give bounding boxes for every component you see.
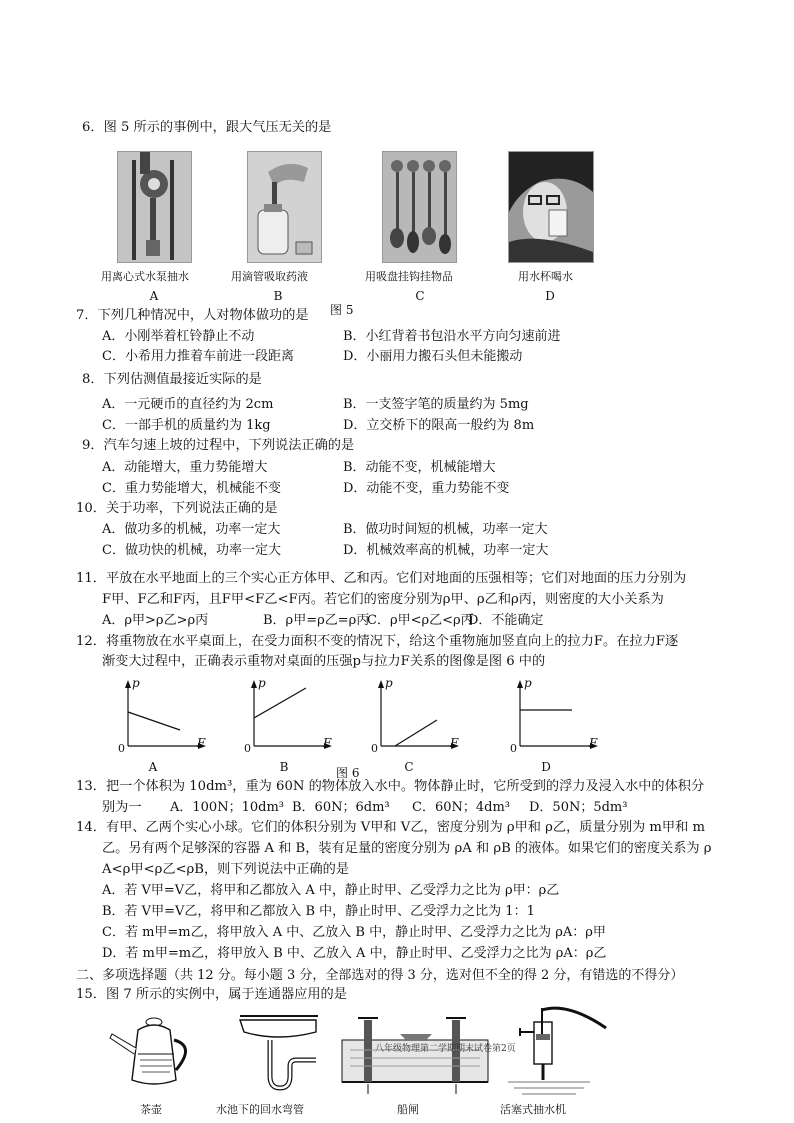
figure5-label: 图 5 <box>330 303 354 317</box>
q15-caption-drain: 水池下的回水弯管 <box>216 1103 304 1116</box>
q6-stem: 6．图 5 所示的事例中，跟大气压无关的是 <box>82 120 332 135</box>
q15-caption-pump: 活塞式抽水机 <box>500 1103 566 1116</box>
q6-letter-d: D <box>545 289 555 303</box>
q15-stem: 15．图 7 所示的实例中，属于连通器应用的是 <box>76 987 347 1002</box>
q13-option-c: C．60N；4dm³ <box>412 800 510 815</box>
q6-letter-b: B <box>273 289 283 303</box>
figure6-label: 图 6 <box>336 766 360 780</box>
q12-line2: 渐变大过程中，正确表示重物对桌面的压强p与拉力F关系的图像是图 6 中的 <box>102 654 546 669</box>
graph-b-letter: B <box>279 760 289 774</box>
graph-b-x-label: F <box>323 736 332 750</box>
q6-caption-c: 用吸盘挂钩挂物品 <box>365 270 453 283</box>
q6-caption-b: 用滴管吸取药液 <box>231 270 308 283</box>
dropper-photo <box>247 151 322 263</box>
graph-d-origin: 0 <box>510 742 517 755</box>
q7-option-d: D．小丽用力搬石头但未能搬动 <box>343 349 523 364</box>
q10-stem: 10．关于功率，下列说法正确的是 <box>76 501 278 516</box>
q7-stem: 7．下列几种情况中，人对物体做功的是 <box>76 308 309 323</box>
q6-letter-a: A <box>149 289 159 303</box>
graph-d-letter: D <box>541 760 551 774</box>
q9-option-c: C．重力势能增大，机械能不变 <box>102 481 281 496</box>
suction-hook-photo <box>382 151 457 263</box>
q14-line2: 乙。另有两个足够深的容器 A 和 B，装有足量的密度分别为 ρA 和 ρB 的液体。如果它们的密度关系为 ρ <box>102 841 712 856</box>
q7-option-c: C．小希用力推着车前进一段距离 <box>102 349 294 364</box>
teapot-illustration <box>104 1010 200 1098</box>
q6-caption-d: 用水杯喝水 <box>518 270 573 283</box>
q11-option-b: B．ρ甲=ρ乙=ρ丙 <box>263 613 370 628</box>
q8-option-a: A．一元硬币的直径约为 2cm <box>102 397 274 412</box>
q14-line3: A<ρ甲<ρ乙<ρB，则下列说法中正确的是 <box>102 862 350 877</box>
q14-option-b: B．若 V甲=V乙，将甲和乙都放入 B 中，静止时甲、乙受浮力之比为 1：1 <box>102 904 535 919</box>
pump-photo <box>117 151 192 263</box>
graph-c-letter: C <box>404 760 414 774</box>
graph-a-x-label: F <box>197 736 206 750</box>
q10-option-d: D．机械效率高的机械，功率一定大 <box>343 543 549 558</box>
q9-option-b: B．动能不变，机械能增大 <box>343 460 496 475</box>
q11-line1: 11．平放在水平地面上的三个实心正方体甲、乙和丙。它们对地面的压强相等；它们对地面的压力分别为 <box>76 571 687 586</box>
graph-d-x-label: F <box>589 736 598 750</box>
q12-line1: 12．将重物放在水平桌面上，在受力面积不变的情况下，给这个重物施加竖直向上的拉力F。在拉力F逐 <box>76 634 679 649</box>
q9-option-d: D．动能不变，重力势能不变 <box>343 481 510 496</box>
q8-stem: 8．下列估测值最接近实际的是 <box>82 372 262 387</box>
graph-a-origin: 0 <box>118 742 125 755</box>
q15-caption-teapot: 茶壶 <box>140 1103 162 1116</box>
q8-option-d: D．立交桥下的限高一般约为 8m <box>343 418 535 433</box>
graph-b-y-label: p <box>258 676 266 690</box>
q14-option-a: A．若 V甲=V乙，将甲和乙都放入 A 中，静止时甲、乙受浮力之比为 ρ甲：ρ乙 <box>102 883 560 898</box>
q6-letter-c: C <box>415 289 425 303</box>
q14-option-c: C．若 m甲=m乙，将甲放入 A 中、乙放入 B 中，静止时甲、乙受浮力之比为 ρA：ρ甲 <box>102 925 606 940</box>
drain-trap-illustration <box>236 1012 326 1102</box>
graph-d-y-label: p <box>524 676 532 690</box>
q13-option-b: B．60N；6dm³ <box>292 800 390 815</box>
graph-a-letter: A <box>148 760 158 774</box>
q10-option-c: C．做功快的机械，功率一定大 <box>102 543 281 558</box>
q11-option-a: A．ρ甲>ρ乙>ρ丙 <box>102 613 209 628</box>
q14-option-d: D．若 m甲=m乙，将甲放入 B 中、乙放入 A 中，静止时甲、乙受浮力之比为 ρA：ρ乙 <box>102 946 607 961</box>
q6-caption-a: 用离心式水泵抽水 <box>101 270 189 283</box>
section2-title: 二、多项选择题（共 12 分。每小题 3 分，全部选对的得 3 分，选对但不全的得 2 分，有错选的不得分） <box>76 968 684 983</box>
q7-option-a: A．小刚举着杠铃静止不动 <box>102 329 255 344</box>
q13-option-d: D．50N；5dm³ <box>529 800 628 815</box>
q11-option-d: D．不能确定 <box>468 613 544 628</box>
q13-option-a: A．100N；10dm³ <box>170 800 284 815</box>
q14-line1: 14．有甲、乙两个实心小球。它们的体积分别为 V甲和 V乙，密度分别为 ρ甲和 ρ乙，质量分别为 m甲和 m <box>76 820 705 835</box>
q13-line1: 13．把一个体积为 10dm³，重为 60N 的物体放入水中。物体静止时，它所受到的浮力及浸入水中的体积分 <box>76 779 705 794</box>
q10-option-b: B．做功时间短的机械，功率一定大 <box>343 522 548 537</box>
q9-option-a: A．动能增大，重力势能增大 <box>102 460 268 475</box>
page-watermark: 八年级物理第二学期期末试卷第2页 <box>375 1044 516 1054</box>
q9-stem: 9．汽车匀速上坡的过程中，下列说法正确的是 <box>82 438 355 453</box>
q11-line2: F甲、F乙和F丙，且F甲<F乙<F丙。若它们的密度分别为ρ甲、ρ乙和ρ丙，则密度的大小关系为 <box>102 592 664 607</box>
q7-option-b: B．小红背着书包沿水平方向匀速前进 <box>343 329 561 344</box>
drinking-photo <box>508 151 594 263</box>
q11-option-c: C．ρ甲<ρ乙<ρ丙 <box>367 613 474 628</box>
q8-option-b: B．一支签字笔的质量约为 5mg <box>343 397 529 412</box>
graph-c-origin: 0 <box>371 742 378 755</box>
q10-option-a: A．做功多的机械，功率一定大 <box>102 522 281 537</box>
graph-a-y-label: p <box>132 676 140 690</box>
graph-c-y-label: p <box>385 676 393 690</box>
graph-c-x-label: F <box>450 736 459 750</box>
graph-b-origin: 0 <box>244 742 251 755</box>
q8-option-c: C．一部手机的质量约为 1kg <box>102 418 271 433</box>
q15-caption-lock: 船闸 <box>397 1103 419 1116</box>
q13-line2: 别为一 <box>102 800 142 815</box>
